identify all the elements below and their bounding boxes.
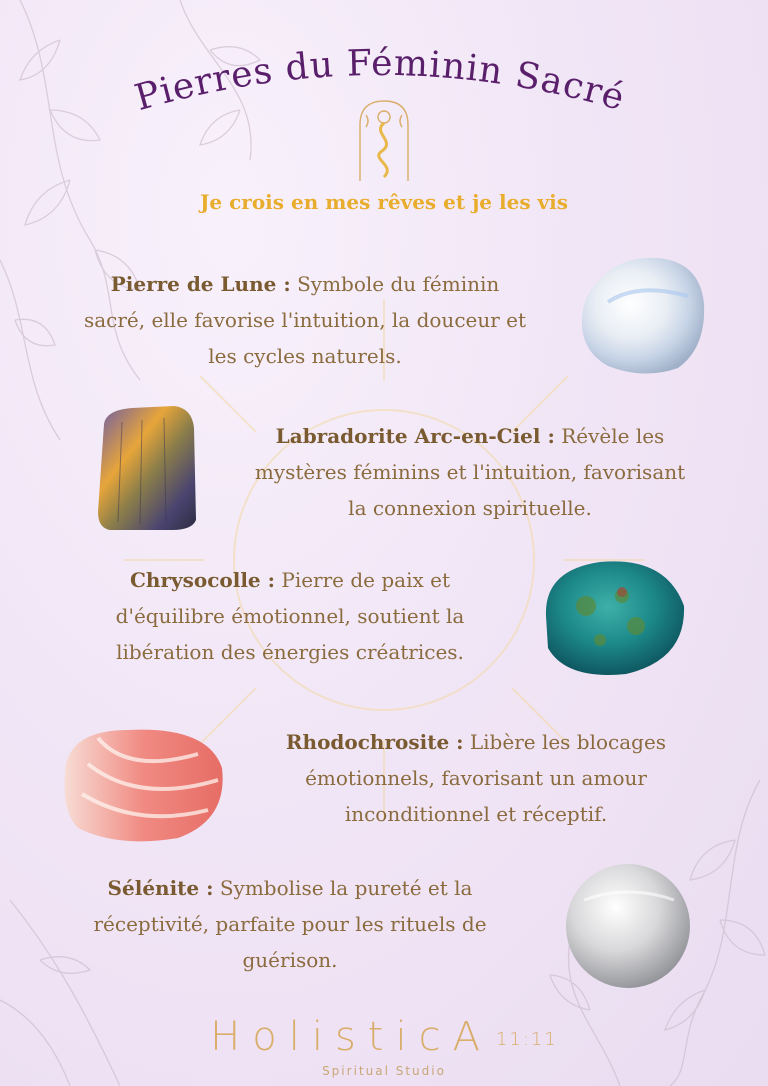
stone-description: Symbolise la pureté et la [213, 876, 473, 900]
stone-description: émotionnels, favorisant un amour [305, 766, 647, 790]
brand-number: 11:11 [495, 1028, 558, 1050]
stone-description: Révèle les [554, 424, 665, 448]
brand-logo [0, 1014, 768, 1060]
stone-name: Chrysocolle : [130, 568, 275, 592]
selenite-sphere-image [562, 860, 694, 992]
stone-description: Pierre de paix et [275, 568, 450, 592]
page-title: Pierres du Féminin Sacré [130, 42, 630, 120]
stone-description: inconditionnel et réceptif. [344, 802, 608, 826]
stone-entry-rhodochrosite [226, 724, 726, 832]
goddess-emblem-icon [352, 95, 416, 185]
stone-description: guérison. [242, 948, 338, 972]
labradorite-image [92, 402, 202, 534]
tagline: Je crois en mes rêves et je les vis [199, 190, 569, 214]
stone-description: Libère les blocages [463, 730, 667, 754]
moonstone-image [578, 252, 708, 380]
stone-entry-pierre-de-lune [30, 266, 580, 374]
stone-description: Symbole du féminin [290, 272, 500, 296]
stone-description: les cycles naturels. [208, 344, 402, 368]
stone-entry-labradorite [200, 418, 740, 526]
stone-description: réceptivité, parfaite pour les rituels de [93, 912, 487, 936]
stone-description: d'équilibre émotionnel, soutient la [115, 604, 465, 628]
stone-name: Pierre de Lune : [110, 272, 291, 296]
stone-description: sacré, elle favorise l'intuition, la douceur et [83, 308, 527, 332]
rhodochrosite-image [58, 724, 228, 848]
stone-description: mystères féminins et l'intuition, favorisant [254, 460, 686, 484]
stone-entry-chrysocolle [70, 562, 510, 670]
stone-description: libération des énergies créatrices. [116, 640, 464, 664]
stone-name: Rhodochrosite : [285, 730, 464, 754]
stone-name: Labradorite Arc-en-Ciel : [275, 424, 555, 448]
brand-subtitle: Spiritual Studio [322, 1064, 446, 1078]
stone-description: la connexion spirituelle. [348, 496, 592, 520]
stone-entry-selenite [50, 870, 530, 978]
stone-name: Sélénite : [107, 876, 214, 900]
brand-name: HolisticA [210, 1014, 492, 1060]
chrysocolla-image [536, 556, 688, 680]
